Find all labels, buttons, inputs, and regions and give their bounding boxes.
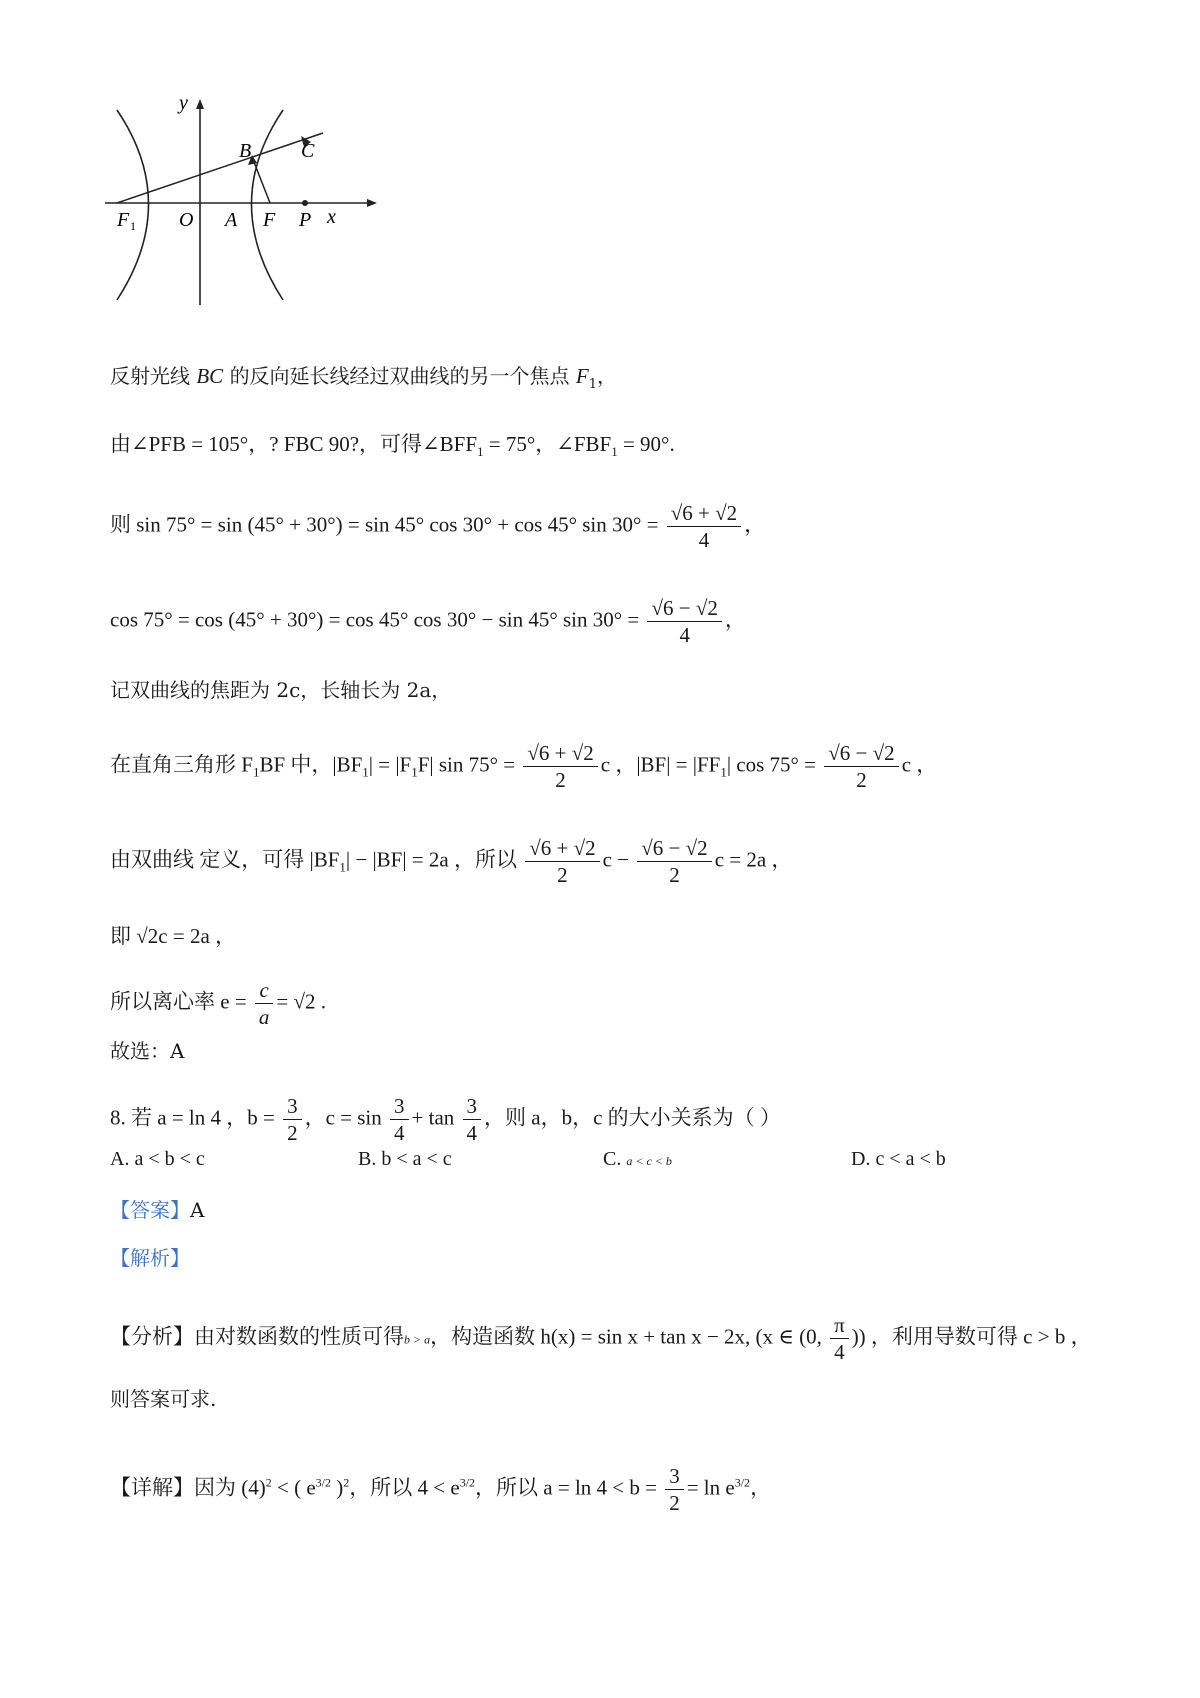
numerator: √6 + √2 bbox=[667, 500, 741, 527]
text-line-eccentricity bbox=[110, 977, 326, 1030]
text: ，所以 a = ln 4 < b = bbox=[475, 1475, 657, 1500]
denominator: 2 bbox=[856, 768, 867, 792]
superscript: 2 bbox=[343, 1475, 350, 1490]
text: ，所以 4 < e bbox=[349, 1475, 460, 1500]
text: 【分析】由对数函数的性质可得 bbox=[110, 1324, 404, 1349]
fraction bbox=[523, 740, 597, 793]
fig-label-x: x bbox=[327, 206, 336, 228]
denominator: 2 bbox=[557, 863, 568, 887]
text: | = |F bbox=[368, 752, 412, 777]
text: 所以离心率 e = bbox=[110, 989, 247, 1014]
fig-label-f1-sub: 1 bbox=[130, 219, 136, 233]
text: 记双曲线的焦距为 2c，长轴长为 2a， bbox=[110, 678, 452, 702]
denominator: 4 bbox=[679, 623, 690, 647]
text: 故选：A bbox=[110, 1039, 185, 1063]
text: 则 sin 75° = sin (45° + 30°) = sin 45° cos 30° + cos 45° sin 30° = bbox=[110, 512, 659, 537]
fraction bbox=[525, 835, 599, 888]
fig-label-y: y bbox=[179, 95, 188, 114]
denominator: 4 bbox=[466, 1121, 478, 1145]
fraction bbox=[824, 740, 898, 793]
option-d[interactable]: D. c < a < b bbox=[851, 1148, 946, 1170]
text: 即 √2c = 2a ， bbox=[110, 924, 237, 948]
text: | cos 75° = bbox=[726, 752, 817, 777]
text: 【解析】 bbox=[110, 1246, 190, 1270]
subscript: 1 bbox=[411, 764, 418, 780]
answer-value: A bbox=[190, 1198, 205, 1222]
fraction bbox=[637, 835, 711, 888]
text: 由双曲线 定义，可得 |BF bbox=[110, 847, 340, 872]
text: 在直角三角形 F bbox=[110, 752, 253, 777]
denominator: 2 bbox=[555, 768, 566, 792]
text: )) ，利用导数可得 c > b ， bbox=[851, 1324, 1092, 1349]
text: ) bbox=[331, 1475, 344, 1500]
fraction bbox=[665, 1463, 684, 1516]
text-line-reflected-ray bbox=[110, 362, 617, 399]
analysis-line bbox=[110, 1312, 1092, 1365]
fig-label-a: A bbox=[225, 209, 238, 231]
text: 反射光线 bbox=[110, 364, 190, 388]
text-line-focal-distance bbox=[110, 676, 451, 704]
fig-label-c: C bbox=[301, 140, 315, 162]
math-f: F bbox=[575, 364, 589, 388]
denominator: 4 bbox=[834, 1340, 845, 1364]
text-line-angles bbox=[110, 430, 675, 466]
subscript: 1 bbox=[362, 764, 369, 780]
text: 【详解】因为 (4) bbox=[110, 1475, 266, 1500]
superscript: 2 bbox=[265, 1475, 272, 1490]
answer-line bbox=[110, 1196, 204, 1224]
text: ，则 a，b，c 的大小关系为（ ） bbox=[484, 1105, 781, 1130]
numerator: 3 bbox=[283, 1093, 302, 1120]
text: cos 75° = cos (45° + 30°) = cos 45° cos 30° − sin 45° sin 30° = bbox=[110, 607, 640, 632]
text: 8. 若 a = ln 4 ，b = bbox=[110, 1105, 275, 1130]
text-line-choice bbox=[110, 1037, 184, 1065]
superscript: 3/2 bbox=[734, 1475, 751, 1490]
text: BF 中，|BF bbox=[259, 752, 363, 777]
fig-label-f: F bbox=[263, 209, 276, 231]
fraction bbox=[463, 1093, 482, 1146]
text-line-sqrt2c bbox=[110, 922, 236, 950]
text: + tan bbox=[411, 1105, 455, 1130]
subscript: 1 bbox=[252, 764, 260, 780]
numerator: √6 + √2 bbox=[525, 835, 599, 862]
fraction bbox=[390, 1093, 409, 1146]
math-bc: BC bbox=[196, 364, 224, 388]
subscript: 1 bbox=[588, 377, 598, 392]
option-c-value: a < c < b bbox=[626, 1154, 672, 1168]
denominator: a bbox=[258, 1005, 270, 1029]
superscript: 3/2 bbox=[315, 1475, 332, 1490]
fraction bbox=[667, 500, 741, 553]
text: ， bbox=[744, 512, 766, 537]
text: c ， bbox=[901, 752, 938, 777]
text-line-right-triangle bbox=[110, 740, 937, 793]
subscript: 1 bbox=[720, 764, 727, 780]
question-8 bbox=[110, 1093, 781, 1146]
numerator: √6 + √2 bbox=[523, 740, 597, 767]
detail-line bbox=[110, 1463, 771, 1516]
text: 由∠PFB = 105°，? FBC 90?，可得∠BFF bbox=[110, 432, 477, 456]
text: | − |BF| = 2a ，所以 bbox=[345, 847, 517, 872]
text: ，构造函数 h(x) = sin x + tan x − 2x, (x ∈ (0, bbox=[430, 1324, 822, 1349]
denominator: 2 bbox=[287, 1121, 298, 1145]
numerator: π bbox=[830, 1312, 849, 1339]
numerator: √6 − √2 bbox=[637, 835, 711, 862]
option-c-label: C. bbox=[603, 1148, 622, 1170]
fig-label-p: P bbox=[299, 209, 312, 231]
text: = ln e bbox=[686, 1475, 735, 1500]
option-b[interactable]: B. b < a < c bbox=[358, 1148, 452, 1170]
numerator: 3 bbox=[665, 1463, 684, 1490]
subscript: 1 bbox=[339, 859, 346, 875]
fig-label-o: O bbox=[179, 209, 194, 231]
text: = 90°. bbox=[617, 432, 675, 456]
text: < ( e bbox=[271, 1475, 316, 1500]
denominator: 2 bbox=[669, 863, 680, 887]
denominator: 4 bbox=[698, 528, 710, 552]
text-line-sin75 bbox=[110, 500, 765, 553]
fig-label-f1: F bbox=[117, 209, 130, 231]
fraction bbox=[283, 1093, 302, 1146]
fraction bbox=[830, 1312, 849, 1365]
option-c[interactable] bbox=[603, 1148, 672, 1171]
numerator: 3 bbox=[390, 1093, 409, 1120]
superscript: 3/2 bbox=[459, 1475, 476, 1490]
text: c = 2a ， bbox=[714, 847, 793, 872]
text: = 75°，∠FBF bbox=[483, 432, 612, 456]
text: ，c = sin bbox=[304, 1105, 382, 1130]
subscript: 1 bbox=[477, 444, 484, 459]
text: ， bbox=[750, 1475, 772, 1500]
text: F| sin 75° = bbox=[417, 752, 516, 777]
fig-label-b: B bbox=[239, 140, 252, 162]
denominator: 2 bbox=[669, 1491, 680, 1515]
denominator: 4 bbox=[394, 1121, 405, 1145]
analysis-label bbox=[110, 1244, 190, 1272]
text: = √2 . bbox=[276, 989, 327, 1014]
text: c − bbox=[602, 847, 630, 872]
numerator: √6 − √2 bbox=[824, 740, 898, 767]
text: ， bbox=[597, 364, 618, 388]
fraction bbox=[647, 595, 721, 648]
small-math: b > a bbox=[404, 1332, 431, 1347]
numerator: c bbox=[255, 977, 274, 1004]
numerator: √6 − √2 bbox=[647, 595, 721, 622]
text-line-hyperbola-definition bbox=[110, 835, 792, 888]
hyperbola-figure bbox=[105, 95, 385, 335]
text: 的反向延长线经过双曲线的另一个焦点 bbox=[229, 364, 570, 388]
numerator: 3 bbox=[463, 1093, 482, 1120]
fraction bbox=[255, 977, 274, 1030]
text: 则答案可求. bbox=[110, 1387, 217, 1411]
answer-label: 【答案】 bbox=[110, 1198, 190, 1222]
text-line-cos75 bbox=[110, 595, 746, 648]
subscript: 1 bbox=[611, 444, 618, 459]
option-a[interactable]: A. a < b < c bbox=[110, 1148, 205, 1170]
text: c ，|BF| = |FF bbox=[600, 752, 721, 777]
text: ， bbox=[724, 607, 746, 632]
analysis-line-2 bbox=[110, 1385, 216, 1413]
